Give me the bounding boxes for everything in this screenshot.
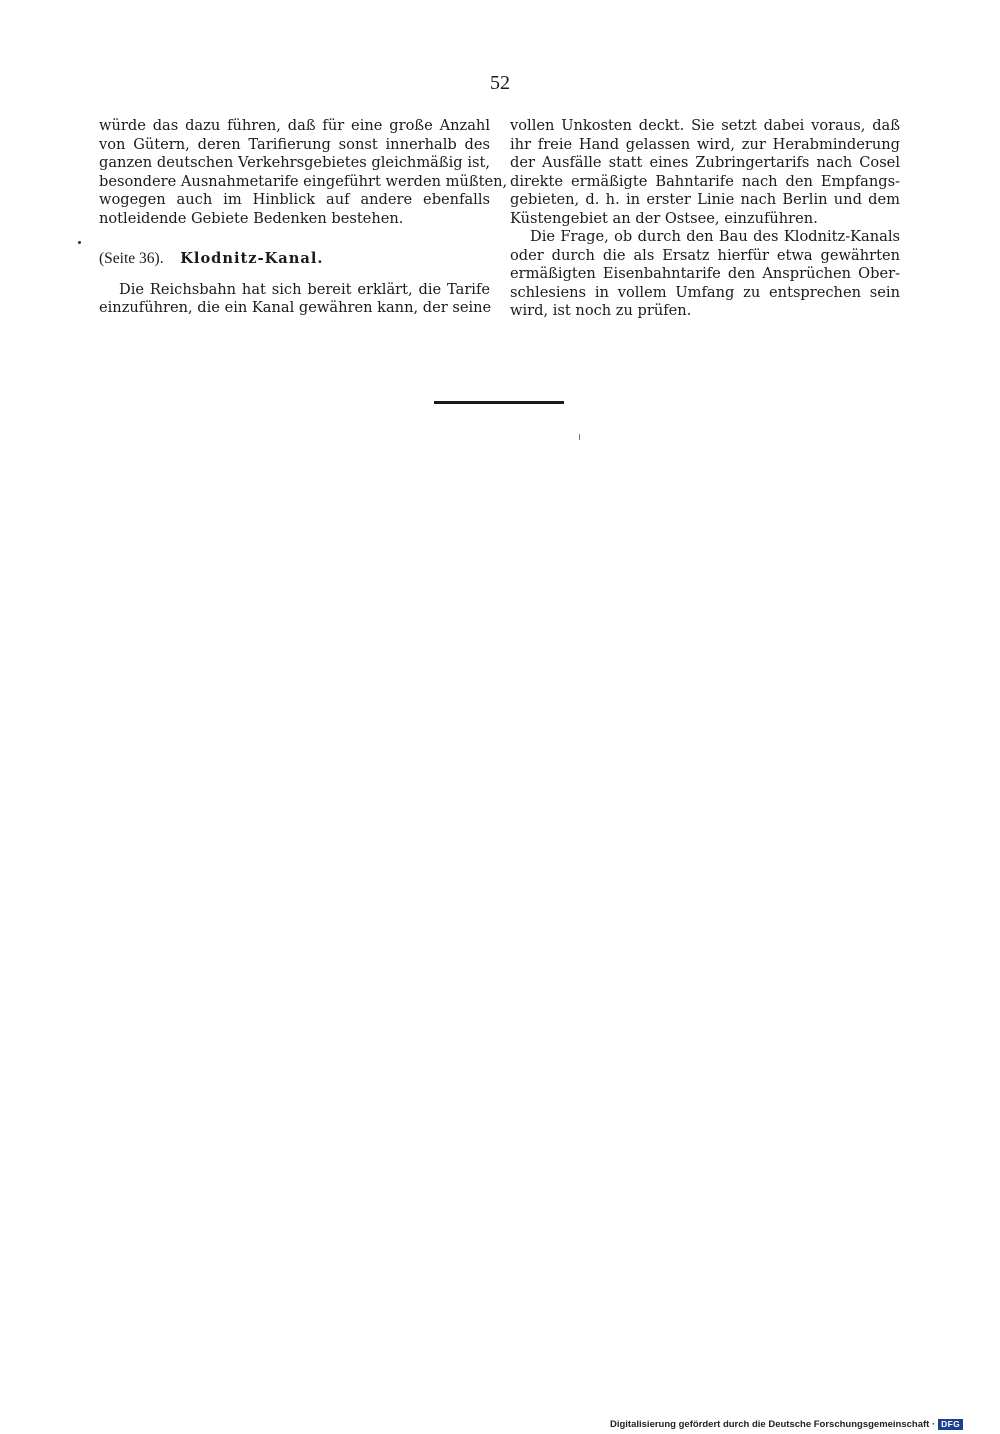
text-line: würde das dazu führen, daß für eine große Anzahl xyxy=(99,117,490,134)
text-line: ganzen deutschen Verkehrsgebietes gleichmäßig ist, xyxy=(99,154,490,171)
text-line: der Ausfälle statt eines Zubringertarifs nach Cosel xyxy=(510,154,900,171)
text-line: oder durch die als Ersatz hierfür etwa gewährten xyxy=(510,246,900,264)
paragraph-left-2 xyxy=(99,281,490,318)
text-line: notleidende Gebiete Bedenken bestehen. xyxy=(99,209,404,227)
section-separator-rule xyxy=(434,401,564,404)
text-line: Die Frage, ob durch den Bau des Klodnitz-Kanals xyxy=(530,228,900,245)
text-line: vollen Unkosten deckt. Sie setzt dabei voraus, daß xyxy=(510,117,900,134)
scan-artifact-mark xyxy=(579,434,580,440)
text-line: gebieten, d. h. in erster Linie nach Berlin und dem xyxy=(510,191,900,208)
paragraph-left-1 xyxy=(99,117,508,228)
text-line: wird, ist noch zu prüfen. xyxy=(510,302,692,319)
paragraph-right-1 xyxy=(510,117,900,228)
digitization-footer xyxy=(610,1419,963,1430)
paragraph-right-2 xyxy=(510,228,900,321)
page-number: 52 xyxy=(490,72,510,94)
text-line: von Gütern, deren Tarifierung sonst innerhalb des xyxy=(99,135,490,153)
footer-text: Digitalisierung gefördert durch die Deutsche Forschungsgemeinschaft · xyxy=(609,1419,936,1430)
text-line: besondere Ausnahmetarife eingeführt werden müßten, xyxy=(99,172,508,190)
text-line: Küstengebiet an der Ostsee, einzuführen. xyxy=(510,209,818,227)
margin-mark xyxy=(78,241,81,244)
text-line: Die Reichsbahn hat sich bereit erklärt, die Tarife xyxy=(119,280,490,298)
dfg-logo: DFG xyxy=(938,1419,963,1430)
section-title: Klodnitz-Kanal. xyxy=(180,250,324,267)
right-column xyxy=(510,117,900,321)
text-line: wogegen auch im Hinblick auf andere ebenfalls xyxy=(99,191,490,208)
section-heading xyxy=(99,250,490,269)
text-line: ermäßigten Eisenbahntarife den Ansprüchen Ober- xyxy=(510,265,900,282)
left-column xyxy=(99,117,508,318)
text-line: direkte ermäßigte Bahntarife nach den Empfangs- xyxy=(510,172,900,190)
page-reference: (Seite 36). xyxy=(99,250,164,267)
text-line: schlesiens in vollem Umfang zu entsprechen sein xyxy=(510,283,900,301)
text-line: ihr freie Hand gelassen wird, zur Herabminderung xyxy=(510,135,900,153)
text-line: einzuführen, die ein Kanal gewähren kann, der seine xyxy=(99,299,492,316)
